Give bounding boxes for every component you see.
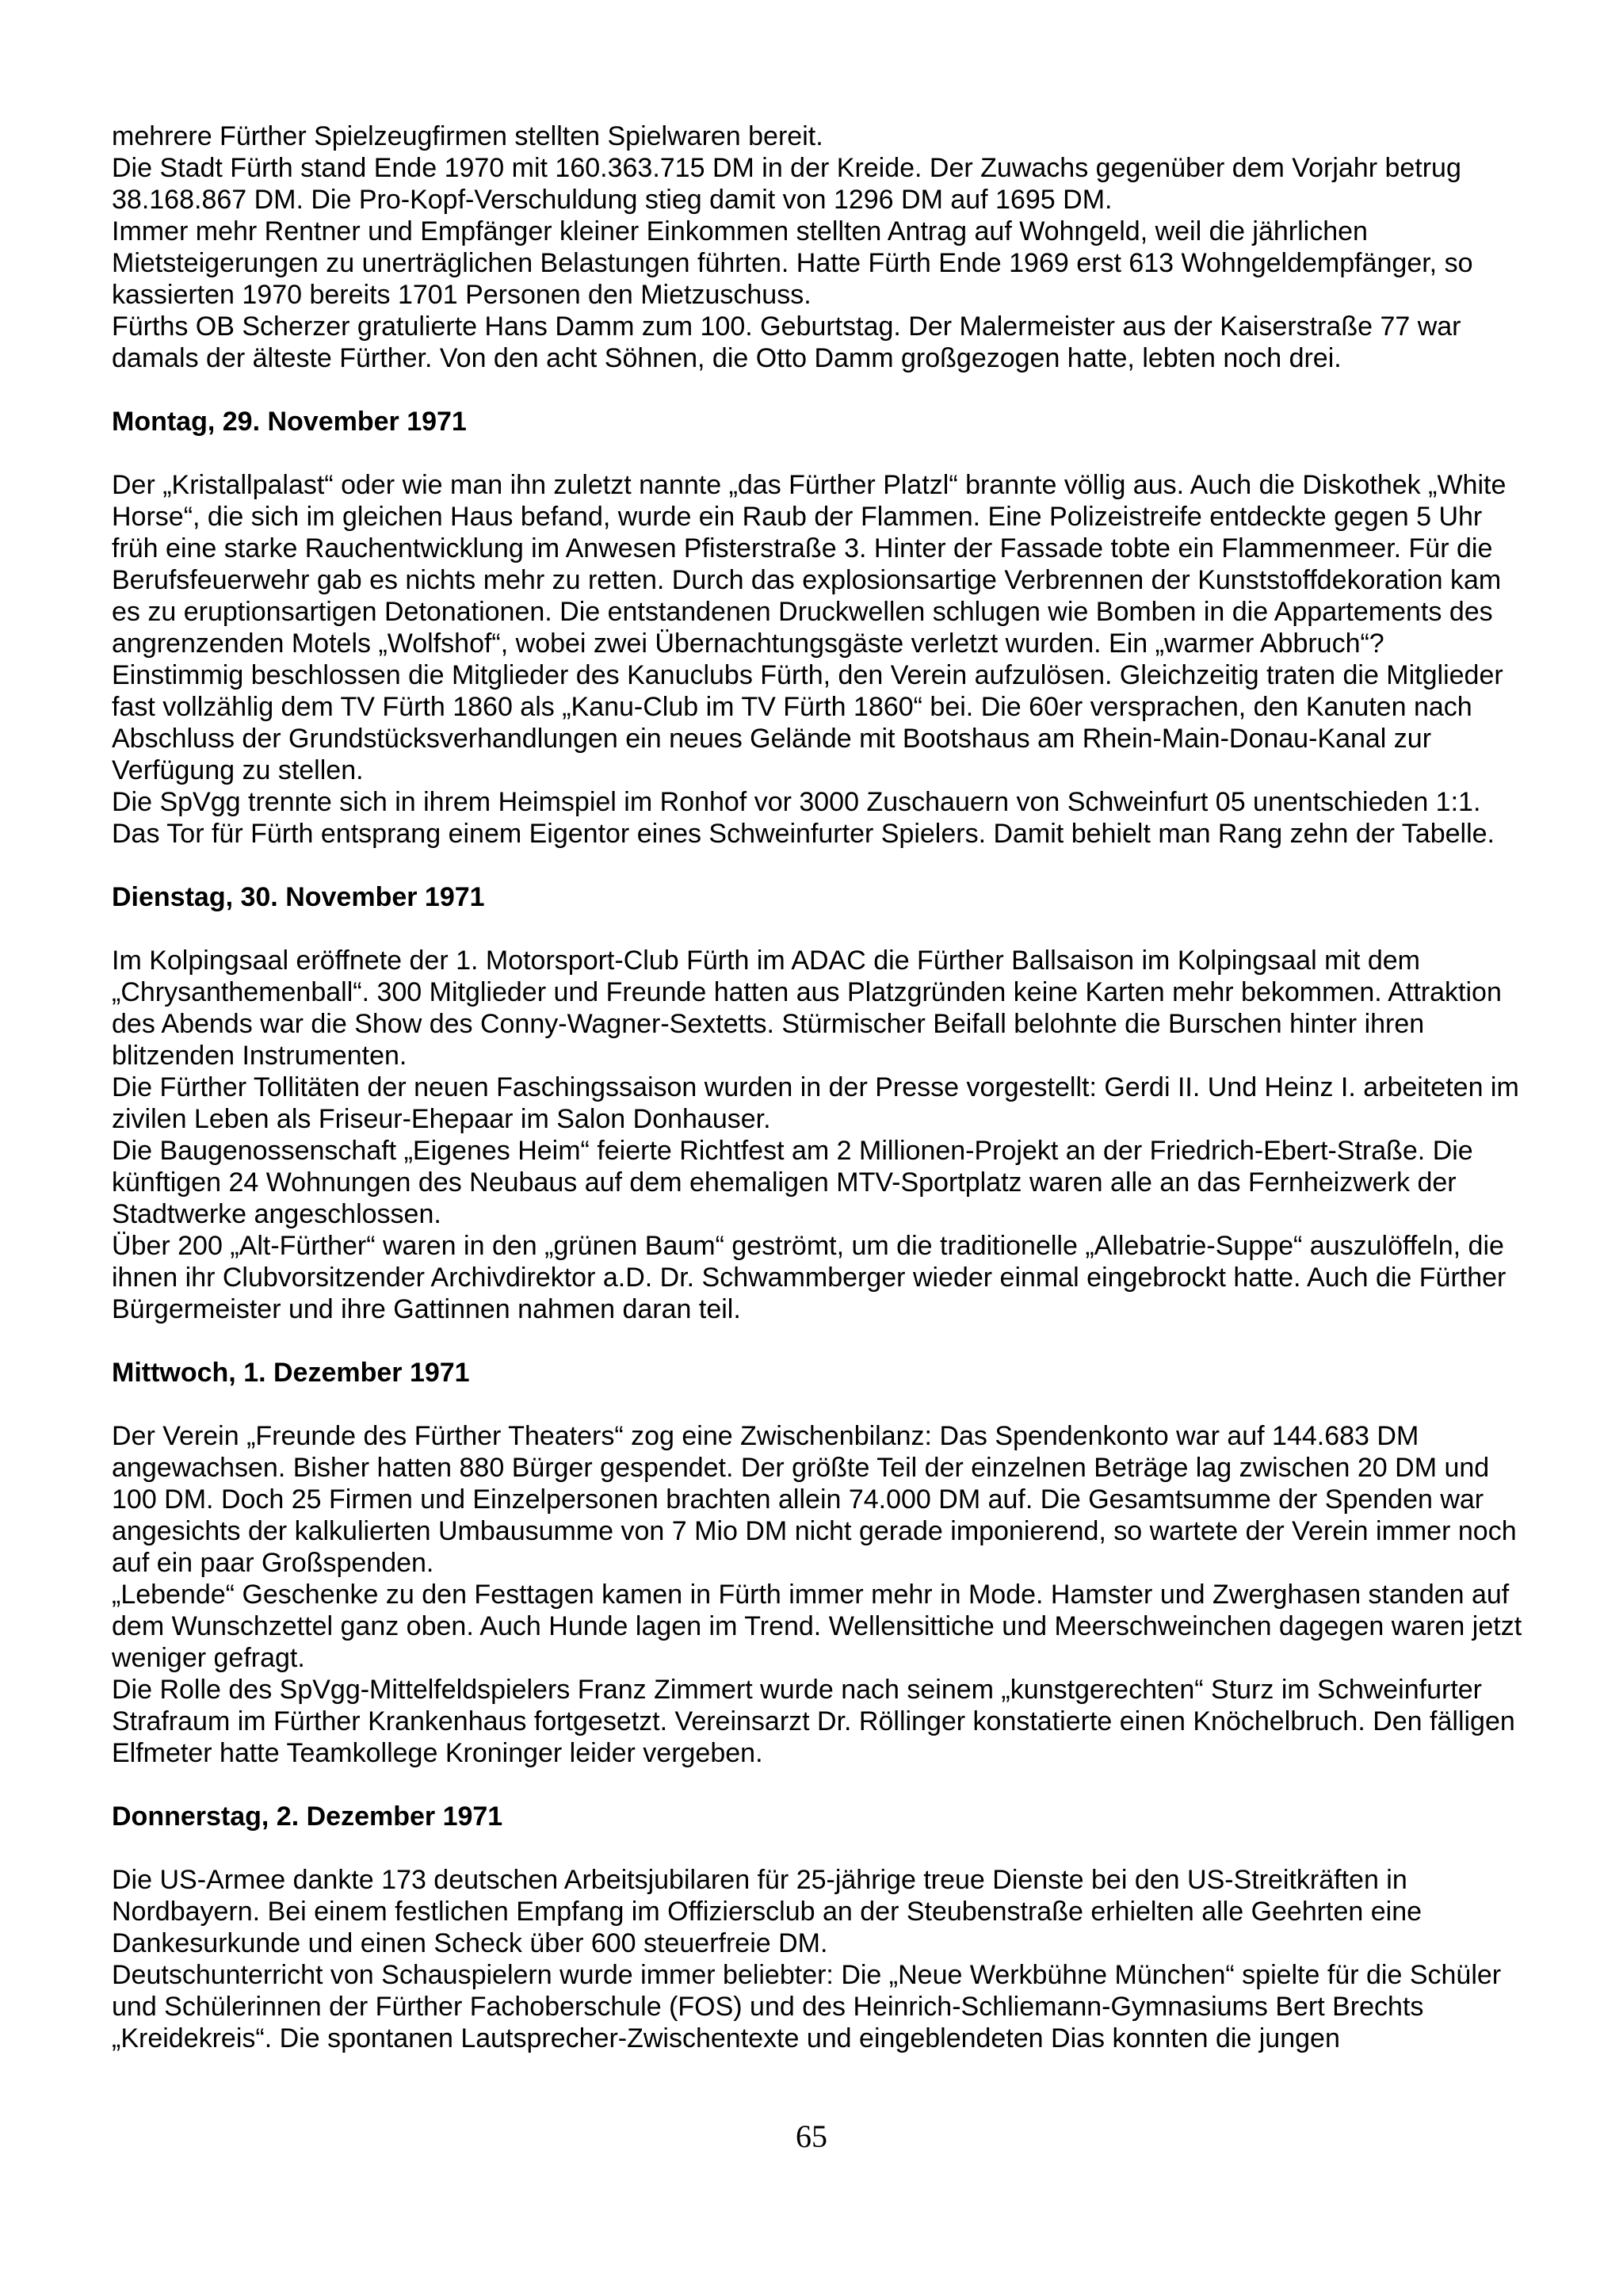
paragraph: Einstimmig beschlossen die Mitglieder des Kanuclubs Fürth, den Verein aufzulösen. Gleichzeitig traten die Mitglieder fast vollzählig dem TV Fürth 1860 als „Kanu-Club im TV Fürth 1860“ bei. Die 60er versprachen, den Kanuten nach Abschluss der Grundstücksverhandlungen ein neues Gelände mit Bootshaus am Rhein-Main-Donau-Kanal zur Verfügung zu stellen. [112,660,1503,785]
section-heading: Donnerstag, 2. Dezember 1971 [112,1801,503,1832]
paragraph: Der „Kristallpalast“ oder wie man ihn zuletzt nannte „das Fürther Platzl“ brannte völlig aus. Auch die Diskothek „White Horse“, die sich im gleichen Haus befand, wurde ein Raub der Flammen. Eine Polizeistreife entdeckte gegen 5 Uhr früh eine starke Rauchentwicklung im Anwesen Pfisterstraße 3. Hinter der Fassade tobte ein Flammenmeer. Für die Berufsfeuerwehr gab es nichts mehr zu retten. Durch das explosionsartige Verbrennen der Kunststoffdekoration kam es zu eruptionsartigen Detonationen. Die entstandenen Druckwellen schlugen wie Bomben in die Appartements des angrenzenden Motels „Wolfshof“, wobei zwei Übernachtungsgäste verletzt wurden. Ein „warmer Abbruch“? [112,470,1507,659]
paragraph: Immer mehr Rentner und Empfänger kleiner Einkommen stellten Antrag auf Wohngeld, weil die jährlichen Mietsteigerungen zu unerträglichen Belastungen führten. Hatte Fürth Ende 1969 erst 613 Wohngeldempfänger, so kassierten 1970 bereits 1701 Personen den Mietzuschuss. [112,216,1473,310]
section-heading: Dienstag, 30. November 1971 [112,882,485,912]
paragraph: Die SpVgg trennte sich in ihrem Heimspiel im Ronhof vor 3000 Zuschauern von Schweinfurt 05 unentschieden 1:1. Das Tor für Fürth entsprang einem Eigentor eines Schweinfurter Spielers. Damit behielt man Rang zehn der Tabelle. [112,787,1495,849]
section-heading: Mittwoch, 1. Dezember 1971 [112,1358,470,1388]
section-heading: Montag, 29. November 1971 [112,407,467,437]
paragraph: Der Verein „Freunde des Fürther Theaters“ zog eine Zwischenbilanz: Das Spendenkonto war auf 144.683 DM angewachsen. Bisher hatten 880 Bürger gespendet. Der größte Teil der einzelnen Beträge lag zwischen 20 DM und 100 DM. Doch 25 Firmen und Einzelpersonen brachten allein 74.000 DM auf. Die Gesamtsumme der Spenden war angesichts der kalkulierten Umbausumme von 7 Mio DM nicht gerade imponierend, so wartete der Verein immer noch auf ein paar Großspenden. [112,1421,1517,1578]
paragraph: Im Kolpingsaal eröffnete der 1. Motorsport-Club Fürth im ADAC die Fürther Ballsaison im Kolpingsaal mit dem „Chrysanthemenball“. 300 Mitglieder und Freunde hatten aus Platzgründen keine Karten mehr bekommen. Attraktion des Abends war die Show des Conny-Wagner-Sextetts. Stürmischer Beifall belohnte die Burschen hinter ihren blitzenden Instrumenten. [112,946,1502,1071]
paragraph: Über 200 „Alt-Fürther“ waren in den „grünen Baum“ geströmt, um die traditionelle „Allebatrie-Suppe“ auszulöffeln, die ihnen ihr Clubvorsitzender Archivdirektor a.D. Dr. Schwammberger wieder einmal eingebrockt hatte. Auch die Fürther Bürgermeister und ihre Gattinnen nahmen daran teil. [112,1231,1507,1324]
paragraph: Die Rolle des SpVgg-Mittelfeldspielers Franz Zimmert wurde nach seinem „kunstgerechten“ Sturz im Schweinfurter Strafraum im Fürther Krankenhaus fortgesetzt. Vereinsarzt Dr. Röllinger konstatierte einen Knöchelbruch. Den fälligen Elfmeter hatte Teamkollege Kroninger leider vergeben. [112,1675,1515,1768]
paragraph: Die Fürther Tollitäten der neuen Faschingssaison wurden in der Presse vorgestellt: Gerdi II. Und Heinz I. arbeiteten im zivilen Leben als Friseur-Ehepaar im Salon Donhauser. [112,1072,1519,1134]
paragraph: Die Baugenossenschaft „Eigenes Heim“ feierte Richtfest am 2 Millionen-Projekt an der Friedrich-Ebert-Straße. Die künftigen 24 Wohnungen des Neubaus auf dem ehemaligen MTV-Sportplatz waren alle an das Fernheizwerk der Stadtwerke angeschlossen. [112,1136,1473,1229]
paragraph: Deutschunterricht von Schauspielern wurde immer beliebter: Die „Neue Werkbühne München“ spielte für die Schüler und Schülerinnen der Fürther Fachoberschule (FOS) und des Heinrich-Schliemann-Gymnasiums Bert Brechts „Kreidekreis“. Die spontanen Lautsprecher-Zwischentexte und eingeblendeten Dias konnten die jungen [112,1960,1502,2053]
paragraph: „Lebende“ Geschenke zu den Festtagen kamen in Fürth immer mehr in Mode. Hamster und Zwerghasen standen auf dem Wunschzettel ganz oben. Auch Hunde lagen im Trend. Wellensittiche und Meerschweinchen dagegen waren jetzt weniger gefragt. [112,1580,1522,1673]
paragraph: Die US-Armee dankte 173 deutschen Arbeitsjubilaren für 25-jährige treue Dienste bei den US-Streitkräften in Nordbayern. Bei einem festlichen Empfang im Offiziersclub an der Steubenstraße erhielten alle Geehrten eine Dankesurkunde und einen Scheck über 600 steuerfreie DM. [112,1865,1423,1958]
page-number: 65 [796,2118,827,2154]
paragraph: mehrere Fürther Spielzeugfirmen stellten Spielwaren bereit. [112,121,823,151]
paragraph: Die Stadt Fürth stand Ende 1970 mit 160.363.715 DM in der Kreide. Der Zuwachs gegenüber dem Vorjahr betrug 38.168.867 DM. Die Pro-Kopf-Verschuldung stieg damit von 1296 DM auf 1695 DM. [112,153,1461,215]
page-body-text [112,120,1532,2054]
paragraph: Fürths OB Scherzer gratulierte Hans Damm zum 100. Geburtstag. Der Malermeister aus der Kaiserstraße 77 war damals der älteste Fürther. Von den acht Söhnen, die Otto Damm großgezogen hatte, lebten noch drei. [112,311,1461,373]
